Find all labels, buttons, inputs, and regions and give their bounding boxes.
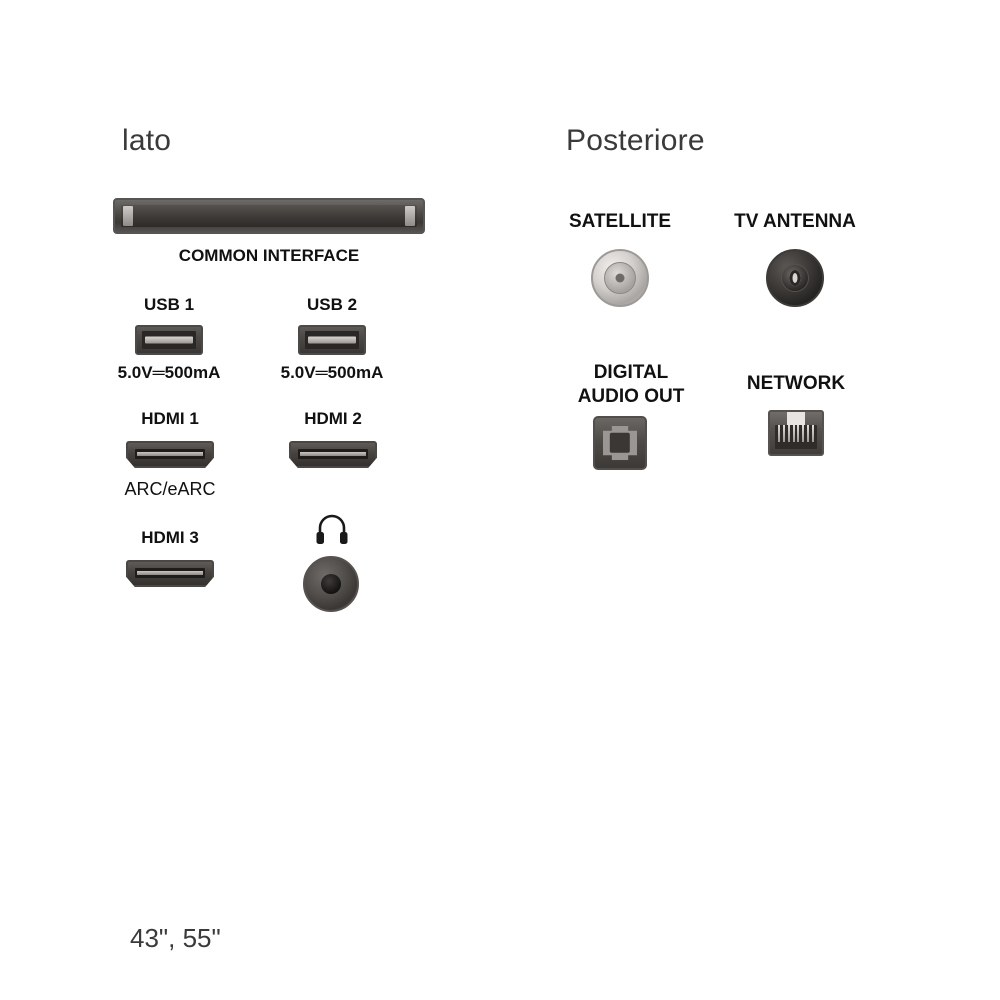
hdmi1-label: HDMI 1 xyxy=(141,409,199,428)
hdmi2-label: HDMI 2 xyxy=(304,409,362,428)
common-interface-label: COMMON INTERFACE xyxy=(178,246,360,265)
tv-antenna-label: TV ANTENNA xyxy=(734,211,856,232)
headphone-jack-icon xyxy=(303,556,359,612)
rj45-ethernet-icon xyxy=(768,410,824,456)
satellite-coax-icon xyxy=(591,249,649,307)
hdmi3-label: HDMI 3 xyxy=(141,528,199,547)
optical-audio-icon xyxy=(593,416,647,470)
hdmi1-arc-spec: ARC/eARC xyxy=(124,479,216,499)
rear-section-title: Posteriore xyxy=(566,124,705,157)
headphone-icon xyxy=(312,514,352,548)
usb1-label: USB 1 xyxy=(143,295,195,314)
usb2-label: USB 2 xyxy=(306,295,358,314)
usb1-power-spec: 5.0V═500mA xyxy=(117,363,221,382)
antenna-coax-icon xyxy=(766,249,824,307)
digital-audio-out-label-line2: AUDIO OUT xyxy=(577,386,685,407)
ci-slot-icon xyxy=(113,198,425,234)
usb2-power-spec: 5.0V═500mA xyxy=(280,363,384,382)
usb-port-icon xyxy=(135,325,203,355)
hdmi-port-icon xyxy=(126,560,214,587)
screen-size-label: 43", 55" xyxy=(130,923,221,953)
digital-audio-out-label-line1: DIGITAL xyxy=(593,362,669,383)
hdmi-port-icon xyxy=(289,441,377,468)
satellite-label: SATELLITE xyxy=(568,211,672,232)
usb-port-icon xyxy=(298,325,366,355)
hdmi-port-icon xyxy=(126,441,214,468)
network-label: NETWORK xyxy=(746,373,846,394)
side-section-title: lato xyxy=(122,124,172,157)
